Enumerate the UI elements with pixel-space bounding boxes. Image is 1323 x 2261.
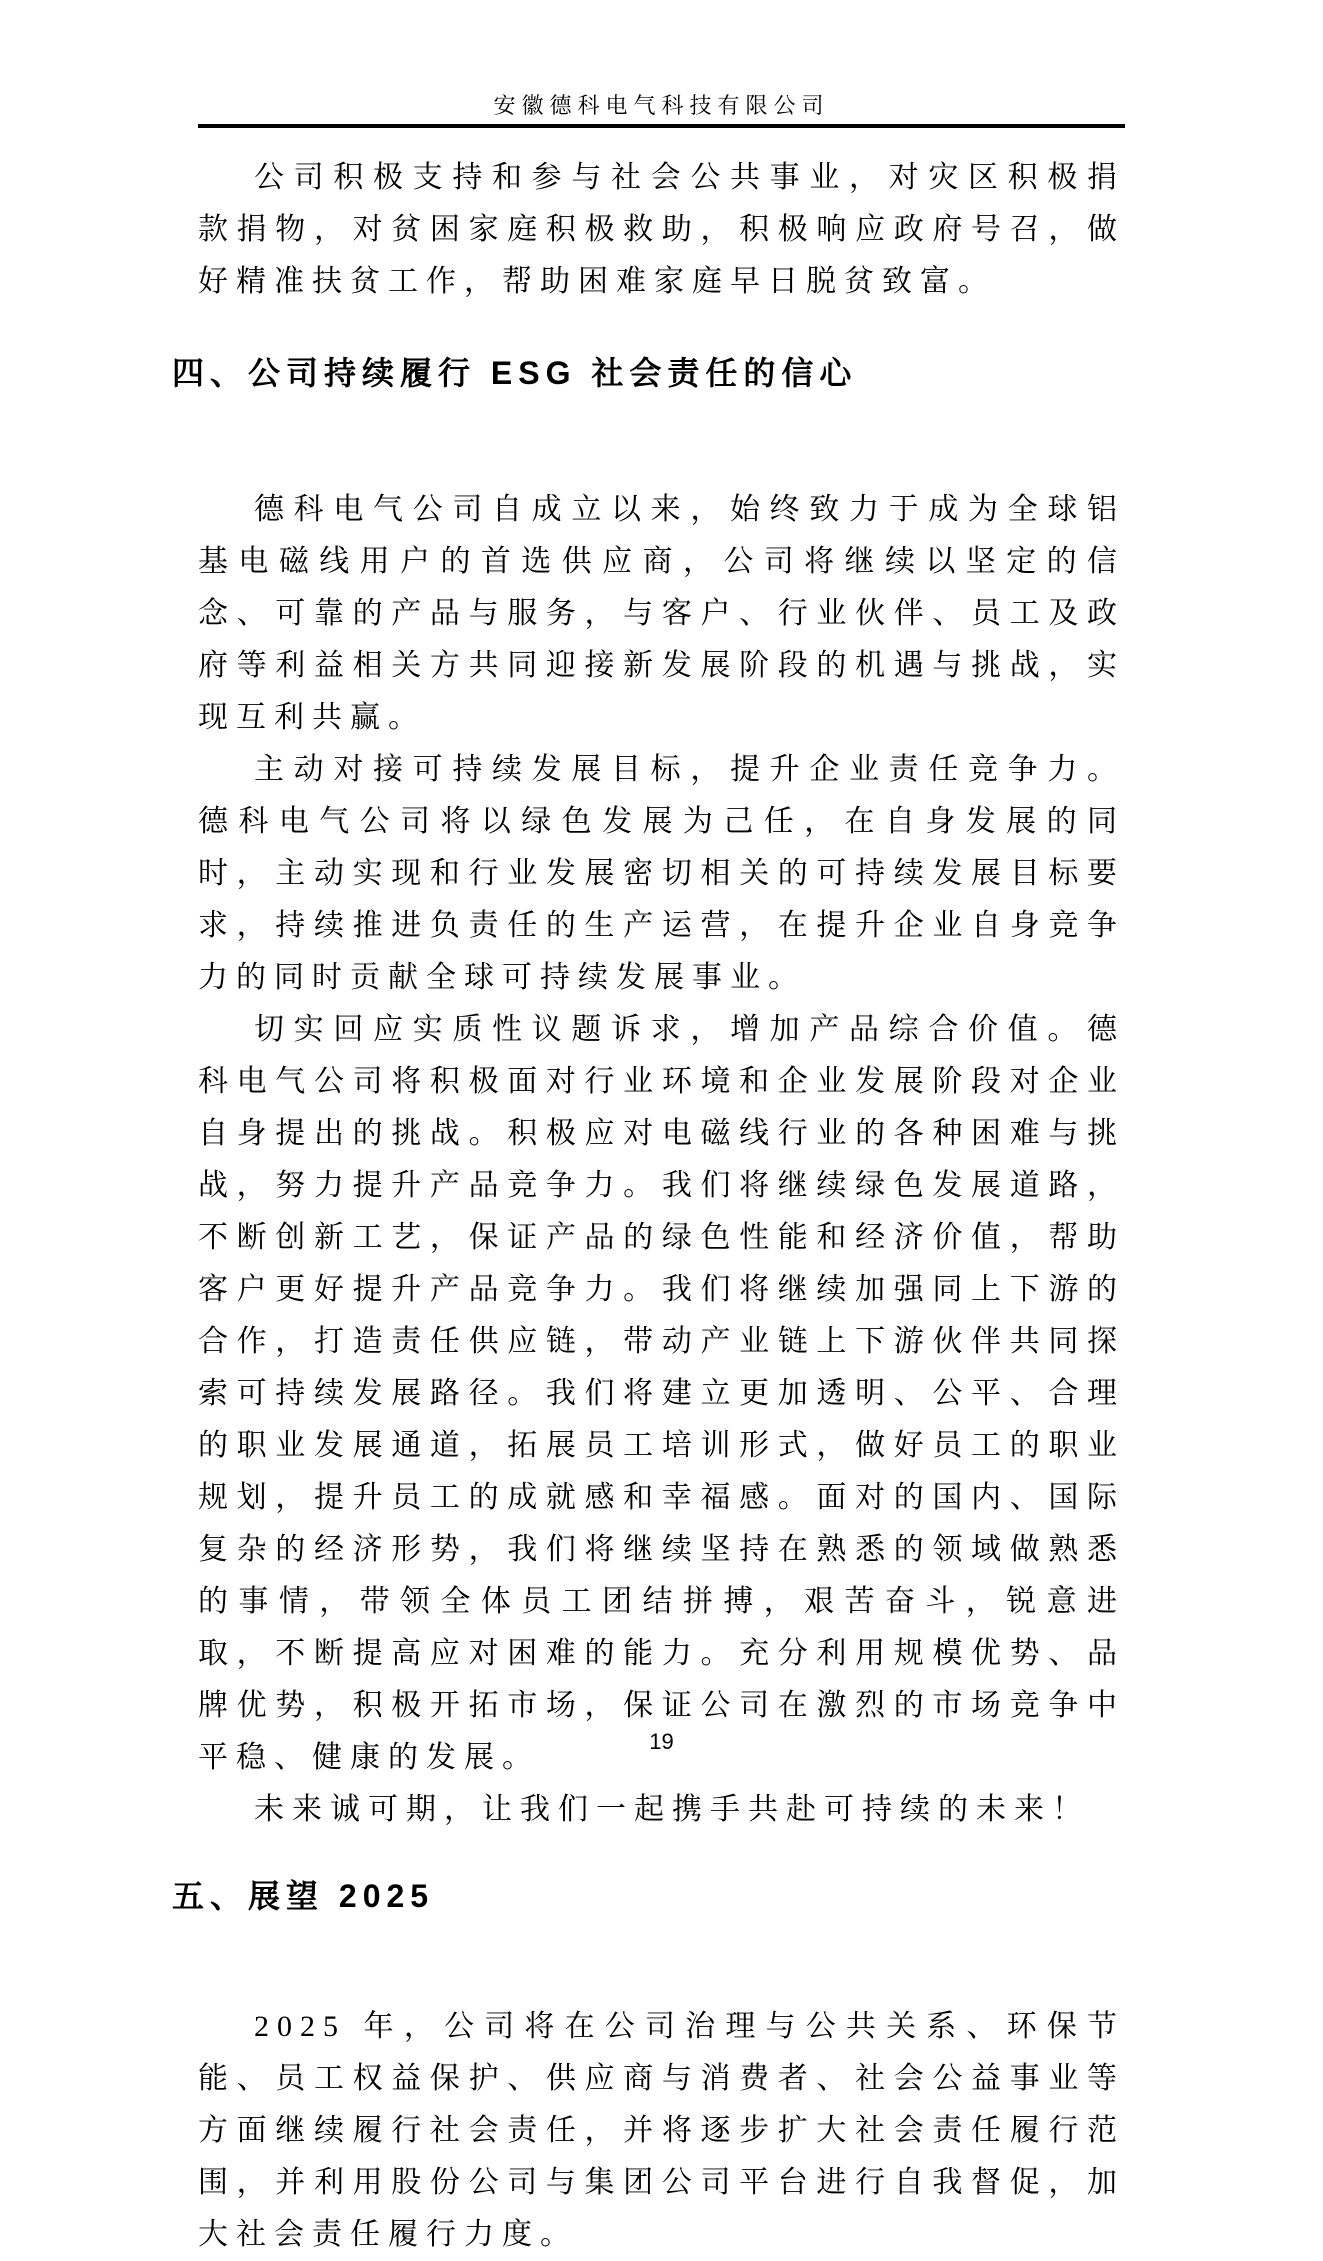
section-4-paragraph-4: 未来诚可期，让我们一起携手共赴可持续的未来！ — [254, 1793, 1090, 1826]
page-number: 19 — [649, 1729, 674, 1754]
intro-paragraph: 公司积极支持和参与社会公共事业，对灾区积极捐款捐物，对贫困家庭积极救助，积极响应政府号召，做好精准扶贫工作，帮助困难家庭早日脱贫致富。 — [198, 161, 1125, 298]
section-5-heading: 五、展望 2025 — [172, 1878, 435, 1914]
header-rule — [198, 124, 1125, 128]
section-4-paragraph-1: 德科电气公司自成立以来，始终致力于成为全球铝基电磁线用户的首选供应商，公司将继续以坚定的信念、可靠的产品与服务，与客户、行业伙伴、员工及政府等利益相关方共同迎接新发展阶段的机遇与挑战，实现互利共赢。 — [198, 493, 1125, 734]
page-footer — [0, 1729, 1323, 1755]
section-4-paragraph-2: 主动对接可持续发展目标，提升企业责任竞争力。德科电气公司将以绿色发展为己任，在自身发展的同时，主动实现和行业发展密切相关的可持续发展目标要求，持续推进负责任的生产运营，在提升企业自身竞争力的同时贡献全球可持续发展事业。 — [198, 753, 1125, 994]
header-company-name: 安徽德科电气科技有限公司 — [493, 93, 830, 118]
page-header — [198, 0, 1125, 128]
section-4-heading: 四、公司持续履行 ESG 社会责任的信心 — [172, 355, 858, 391]
section-5-paragraph-1: 2025 年，公司将在公司治理与公共关系、环保节能、员工权益保护、供应商与消费者、社会公益事业等方面继续履行社会责任，并将逐步扩大社会责任履行范围，并利用股份公司与集团公司平台进行自我督促，加大社会责任履行力度。 — [198, 2010, 1125, 2251]
page-content — [172, 0, 1125, 2261]
document-body — [172, 152, 1125, 2261]
section-4-paragraph-3: 切实回应实质性议题诉求，增加产品综合价值。德科电气公司将积极面对行业环境和企业发展阶段对企业自身提出的挑战。积极应对电磁线行业的各种困难与挑战，努力提升产品竞争力。我们将继续绿色发展道路，不断创新工艺，保证产品的绿色性能和经济价值，帮助客户更好提升产品竞争力。我们将继续加强同上下游的合作，打造责任供应链，带动产业链上下游伙伴共同探索可持续发展路径。我们将建立更加透明、公平、合理的职业发展通道，拓展员工培训形式，做好员工的职业规划，提升员工的成就感和幸福感。面对的国内、国际复杂的经济形势，我们将继续坚持在熟悉的领域做熟悉的事情，带领全体员工团结拼搏，艰苦奋斗，锐意进取，不断提高应对困难的能力。充分利用规模优势、品牌优势，积极开拓市场，保证公司在激烈的市场竞争中平稳、健康的发展。 — [198, 1013, 1125, 1774]
